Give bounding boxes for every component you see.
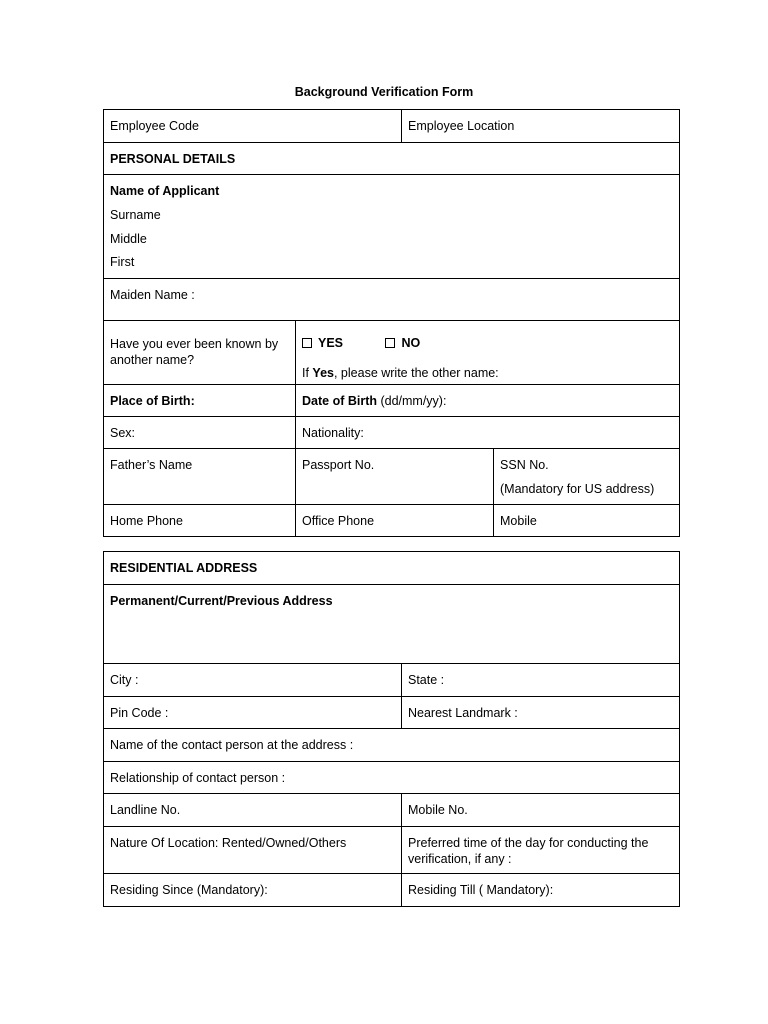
name-of-applicant-label: Name of Applicant <box>110 184 220 198</box>
employee-location-field[interactable] <box>402 110 680 143</box>
office-phone-field[interactable] <box>296 505 494 537</box>
residing-since-field[interactable] <box>104 874 402 907</box>
address-field[interactable] <box>104 585 680 664</box>
home-phone-label: Home Phone <box>110 514 183 528</box>
preferred-time-label: Preferred time of the day for conducting the verification, if any : <box>408 836 649 866</box>
nearest-landmark-label: Nearest Landmark : <box>408 706 518 720</box>
sex-field[interactable] <box>104 417 296 449</box>
maiden-name-field[interactable] <box>104 279 680 321</box>
nationality-label: Nationality: <box>302 426 364 440</box>
mobile-no-field[interactable] <box>402 794 680 827</box>
personal-details-header <box>104 143 680 175</box>
state-field[interactable] <box>402 664 680 697</box>
passport-no-field[interactable] <box>296 449 494 505</box>
sex-label: Sex: <box>110 426 136 440</box>
if-yes-word: Yes <box>312 366 334 380</box>
no-checkbox-icon[interactable] <box>385 338 395 348</box>
nature-of-location-field[interactable] <box>104 827 402 874</box>
date-format-label: (dd/mm/yy): <box>377 394 447 408</box>
relationship-field[interactable] <box>104 762 680 794</box>
address-type-label: Permanent/Current/Previous Address <box>110 594 333 608</box>
if-suffix: , please write the other name: <box>333 366 499 380</box>
middle-label: Middle <box>110 232 147 246</box>
nationality-field[interactable] <box>296 417 680 449</box>
city-label: City : <box>110 673 139 687</box>
mobile-field[interactable] <box>494 505 680 537</box>
form-title: Background Verification Form <box>294 85 474 99</box>
relationship-label: Relationship of contact person : <box>110 771 286 785</box>
mobile-label: Mobile <box>500 514 537 528</box>
fathers-name-label: Father’s Name <box>110 458 193 472</box>
date-of-birth-label: Date of Birth <box>302 394 377 408</box>
employee-location-label: Employee Location <box>408 119 515 133</box>
residential-address-header <box>104 552 680 585</box>
name-of-applicant-field[interactable] <box>104 175 680 279</box>
residing-since-label: Residing Since (Mandatory): <box>110 883 268 897</box>
landline-field[interactable] <box>104 794 402 827</box>
other-name-answer-cell[interactable] <box>296 321 680 385</box>
other-name-instruction <box>302 365 673 381</box>
yes-checkbox-icon[interactable] <box>302 338 312 348</box>
surname-label: Surname <box>110 208 161 222</box>
preferred-time-field[interactable] <box>402 827 680 874</box>
personal-details-table <box>103 109 680 537</box>
other-name-question-cell <box>104 321 296 385</box>
residing-till-label: Residing Till ( Mandatory): <box>408 883 554 897</box>
home-phone-field[interactable] <box>104 505 296 537</box>
nature-of-location-label: Nature Of Location: Rented/Owned/Others <box>110 836 347 850</box>
residential-address-heading: RESIDENTIAL ADDRESS <box>110 561 258 575</box>
other-name-question: Have you ever been known by another name? <box>110 337 279 367</box>
fathers-name-field[interactable] <box>104 449 296 505</box>
if-prefix: If <box>302 366 313 380</box>
contact-person-field[interactable] <box>104 729 680 762</box>
passport-no-label: Passport No. <box>302 458 375 472</box>
employee-code-field[interactable] <box>104 110 402 143</box>
place-of-birth-field[interactable] <box>104 385 296 417</box>
mobile-no-label: Mobile No. <box>408 803 468 817</box>
residential-address-table <box>103 551 680 907</box>
pin-code-label: Pin Code : <box>110 706 169 720</box>
employee-code-label: Employee Code <box>110 119 199 133</box>
landline-label: Landline No. <box>110 803 181 817</box>
city-field[interactable] <box>104 664 402 697</box>
place-of-birth-label: Place of Birth: <box>110 394 195 408</box>
residing-till-field[interactable] <box>402 874 680 907</box>
contact-person-label: Name of the contact person at the address : <box>110 738 354 752</box>
nearest-landmark-field[interactable] <box>402 697 680 729</box>
first-label: First <box>110 255 135 269</box>
pin-code-field[interactable] <box>104 697 402 729</box>
date-of-birth-field[interactable] <box>296 385 680 417</box>
ssn-no-label: SSN No. <box>500 458 549 472</box>
no-option[interactable] <box>385 335 420 351</box>
office-phone-label: Office Phone <box>302 514 375 528</box>
no-label: NO <box>401 336 421 350</box>
maiden-name-label: Maiden Name : <box>110 288 195 302</box>
personal-details-heading: PERSONAL DETAILS <box>110 152 236 166</box>
ssn-no-field[interactable] <box>494 449 680 505</box>
ssn-note: (Mandatory for US address) <box>500 482 655 496</box>
yes-label: YES <box>318 336 344 350</box>
yes-option[interactable] <box>302 335 382 351</box>
state-label: State : <box>408 673 445 687</box>
